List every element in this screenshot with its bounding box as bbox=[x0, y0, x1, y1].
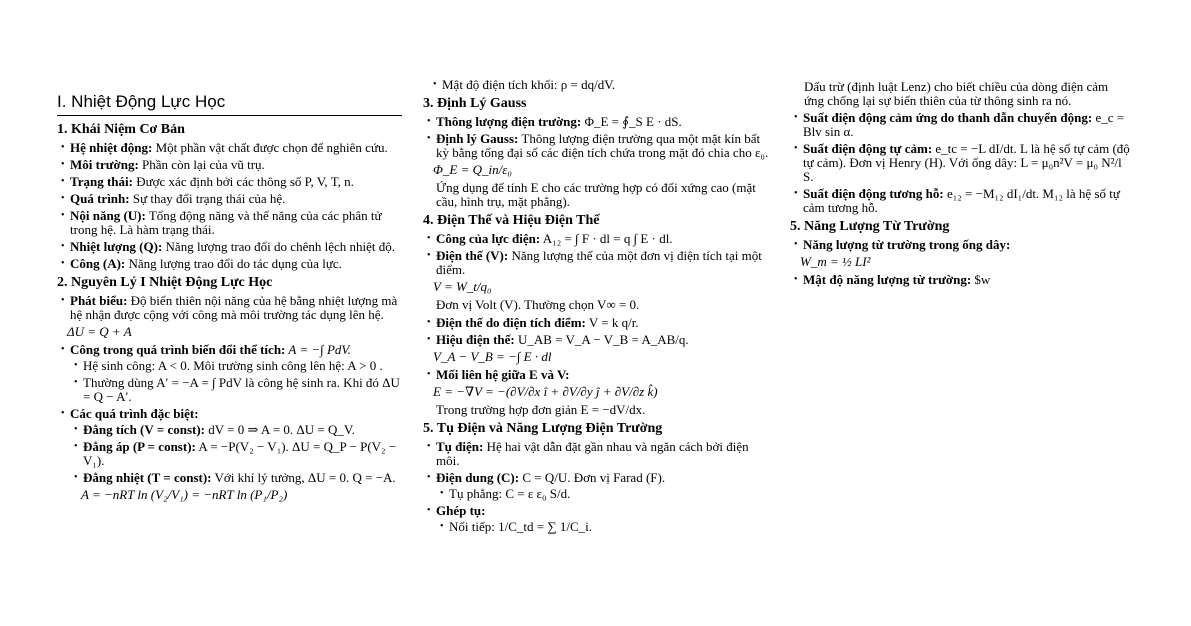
item-term: Công (A): bbox=[70, 256, 126, 271]
item-text: $w bbox=[971, 272, 991, 287]
equation-gauss: Φ_E = Q_in/ε₀ bbox=[433, 162, 512, 177]
magnetic-energy-list bbox=[790, 238, 1130, 252]
list-item bbox=[423, 232, 773, 246]
potential-list bbox=[423, 232, 773, 277]
item-term: Đẳng áp (P = const): bbox=[83, 439, 196, 454]
item-text: Năng lượng thế của một đơn vị điện tích tại một điểm. bbox=[436, 248, 762, 277]
list-item bbox=[57, 141, 402, 155]
list-item bbox=[423, 316, 773, 330]
equation-isothermal: A = −nRT ln (V₂/V₁) = −nRT ln (P₁/P₂) bbox=[81, 487, 288, 502]
item-text: Thông lượng điện trường qua một mặt kín bất kỳ bằng tổng đại số các điện tích chứa trong mặt đó chia cho ε₀. bbox=[436, 131, 769, 160]
equation-potential: V = W_t/q₀ bbox=[433, 279, 492, 294]
item-text: Φ_E = ∮_S E · dS. bbox=[581, 114, 682, 129]
list-item bbox=[423, 504, 773, 534]
item-term: Công của lực điện: bbox=[436, 231, 541, 246]
item-term: Điện thế (V): bbox=[436, 248, 509, 263]
column-3 bbox=[790, 78, 1130, 290]
potential-list-2 bbox=[423, 316, 773, 347]
list-item bbox=[423, 471, 773, 501]
item-term: Các quá trình đặc biệt: bbox=[70, 406, 199, 421]
subsection-title-potential: 4. Điện Thế và Hiệu Điện Thế bbox=[423, 213, 600, 228]
item-text: V = k q/r. bbox=[585, 315, 639, 330]
list-item bbox=[423, 132, 773, 160]
item-text: A₁₂ = ∫ F · dl = q ∫ E · dl. bbox=[540, 231, 673, 246]
item-term: Đẳng nhiệt (T = const): bbox=[83, 470, 212, 485]
list-item bbox=[57, 209, 402, 237]
item-term: Mật độ năng lượng từ trường: bbox=[803, 272, 972, 287]
item-text: Một phần vật chất được chọn để nghiên cứu. bbox=[152, 140, 388, 155]
column-1 bbox=[57, 78, 402, 506]
list-item bbox=[70, 423, 402, 437]
item-text: Tổng động năng và thế năng của các phân tử trong hệ. Là hàm trạng thái. bbox=[70, 208, 382, 237]
item-term: Ghép tụ: bbox=[436, 503, 486, 518]
list-item bbox=[423, 115, 773, 129]
item-term: Nhiệt lượng (Q): bbox=[70, 239, 163, 254]
item-term: Điện dung (C): bbox=[436, 470, 520, 485]
combination-sublist bbox=[436, 520, 773, 534]
item-term: Công trong quá trình biến đổi thể tích: bbox=[70, 342, 286, 357]
list-item bbox=[790, 187, 1130, 215]
equation-gradient: E = −∇V = −(∂V/∂x î + ∂V/∂y ĵ + ∂V/∂z k̂) bbox=[433, 384, 658, 399]
gauss-list bbox=[423, 115, 773, 160]
item-text: Hệ hai vật dẫn đặt gần nhau và ngăn cách bởi điện môi. bbox=[436, 439, 749, 468]
item-text: Năng lượng trao đổi do chênh lệch nhiệt độ. bbox=[162, 239, 395, 254]
subsection-title-magnetic-energy: 5. Năng Lượng Từ Trường bbox=[790, 219, 950, 234]
basic-concepts-list bbox=[57, 141, 402, 271]
list-item bbox=[70, 471, 402, 485]
item-term: Đẳng tích (V = const): bbox=[83, 422, 205, 437]
item-text: Với khí lý tưởng, ΔU = 0. Q = −A. bbox=[211, 470, 396, 485]
list-item bbox=[57, 240, 402, 254]
section-title-thermo: I. Nhiệt Động Lực Học bbox=[57, 92, 402, 116]
item-text: Năng lượng trao đổi do tác dụng của lực. bbox=[125, 256, 342, 271]
item-term: Suất điện động tương hỗ: bbox=[803, 186, 944, 201]
item-term: Suất điện động cảm ứng do thanh dẫn chuyển động: bbox=[803, 110, 1093, 125]
work-sublist bbox=[70, 359, 402, 404]
list-item bbox=[423, 249, 773, 277]
item-text: Phần còn lại của vũ trụ. bbox=[138, 157, 265, 172]
first-law-list bbox=[57, 294, 402, 322]
capacitor-sublist bbox=[436, 487, 773, 501]
work-list bbox=[57, 343, 402, 485]
item-text: e_c = Blv sin α. bbox=[803, 110, 1125, 139]
lenz-note: Dấu trừ (định luật Lenz) cho biết chiều của dòng điện cảm ứng chống lại sự biến thiên của từ thông sinh ra nó. bbox=[804, 79, 1109, 108]
list-item bbox=[57, 158, 402, 172]
item-term: Suất điện động tự cảm: bbox=[803, 141, 933, 156]
list-item: • Mật độ điện tích khối: ρ = dq/dV. bbox=[429, 78, 773, 92]
special-process-list bbox=[70, 423, 402, 485]
list-item bbox=[790, 273, 1130, 287]
item-term: Nội năng (U): bbox=[70, 208, 146, 223]
emf-list bbox=[790, 111, 1130, 215]
list-item bbox=[57, 192, 402, 206]
list-item bbox=[790, 238, 1130, 252]
subsection-title-basic: 1. Khái Niệm Cơ Bản bbox=[57, 122, 185, 137]
item-term: Định lý Gauss: bbox=[436, 131, 519, 146]
list-item bbox=[57, 257, 402, 271]
item-text: C = Q/U. Đơn vị Farad (F). bbox=[519, 470, 666, 485]
relation-list bbox=[423, 368, 773, 382]
item-term: Môi trường: bbox=[70, 157, 139, 172]
item-term: Phát biểu: bbox=[70, 293, 128, 308]
item-term: Tụ điện: bbox=[436, 439, 484, 454]
list-item bbox=[423, 368, 773, 382]
equation-magnetic-energy: W_m = ½ LI² bbox=[800, 254, 871, 269]
list-item bbox=[70, 440, 402, 468]
item-term: Thông lượng điện trường: bbox=[436, 114, 582, 129]
item-text: e₁₂ = −M₁₂ dI₁/dt. M₁₂ là hệ số tự cảm tương hỗ. bbox=[803, 186, 1120, 215]
item-term: Quá trình: bbox=[70, 191, 130, 206]
item-text: Sự thay đổi trạng thái của hệ. bbox=[129, 191, 286, 206]
list-item bbox=[790, 111, 1130, 139]
charge-density-list bbox=[423, 78, 773, 92]
list-item bbox=[423, 333, 773, 347]
list-item bbox=[57, 294, 402, 322]
equation-potential-difference: V_A − V_B = −∫ E · dl bbox=[433, 349, 552, 364]
list-item bbox=[423, 440, 773, 468]
volt-unit-note: Đơn vị Volt (V). Thường chọn V∞ = 0. bbox=[436, 297, 640, 312]
capacitor-list bbox=[423, 440, 773, 534]
item-text: A = −∫ PdV. bbox=[285, 342, 351, 357]
magnetic-density-list bbox=[790, 273, 1130, 287]
column-2 bbox=[423, 78, 773, 537]
subsection-title-first-law: 2. Nguyên Lý I Nhiệt Động Lực Học bbox=[57, 275, 273, 290]
item-text: e_tc = −L dI/dt. L là hệ số tự cảm (độ tự cảm). Đơn vị Henry (H). Với ống dây: L = μ₀n²V = μ₀ N²/l S. bbox=[803, 141, 1130, 184]
item-term: Hiệu điện thế: bbox=[436, 332, 515, 347]
item-term: Điện thế do điện tích điểm: bbox=[436, 315, 586, 330]
item-term: Năng lượng từ trường trong ống dây: bbox=[803, 237, 1011, 252]
list-item: • Hệ sinh công: A < 0. Môi trường sinh công lên hệ: A > 0 . bbox=[70, 359, 402, 373]
equation-first-law: ΔU = Q + A bbox=[67, 324, 132, 339]
item-text: Được xác định bởi các thông số P, V, T, n. bbox=[132, 174, 354, 189]
list-item: • Tụ phẳng: C = ε ε₀ S/d. bbox=[436, 487, 773, 501]
list-item bbox=[790, 142, 1130, 184]
list-item: • Nối tiếp: 1/C_td = ∑ 1/C_i. bbox=[436, 520, 773, 534]
item-text: U_AB = V_A − V_B = A_AB/q. bbox=[514, 332, 689, 347]
item-term: Trạng thái: bbox=[70, 174, 133, 189]
item-text: A = −P(V₂ − V₁). ΔU = Q_P − P(V₂ − V₁). bbox=[83, 439, 397, 468]
list-item bbox=[57, 407, 402, 485]
subsection-title-gauss: 3. Định Lý Gauss bbox=[423, 96, 527, 111]
simple-case-note: Trong trường hợp đơn giản E = −dV/dx. bbox=[436, 402, 646, 417]
gauss-application-note: Ứng dụng để tính E cho các trường hợp có đối xứng cao (mặt cầu, hình trụ, mặt phẳng). bbox=[436, 180, 756, 209]
list-item bbox=[57, 343, 402, 404]
item-text: Độ biến thiên nội năng của hệ bằng nhiệt lượng mà hệ nhận được cộng với công mà môi trường tác dụng lên hệ. bbox=[70, 293, 398, 322]
list-item bbox=[57, 175, 402, 189]
item-term: Hệ nhiệt động: bbox=[70, 140, 153, 155]
subsection-title-capacitor: 5. Tụ Điện và Năng Lượng Điện Trường bbox=[423, 421, 663, 436]
item-text: dV = 0 ⇒ A = 0. ΔU = Q_V. bbox=[205, 422, 355, 437]
item-term: Mối liên hệ giữa E và V: bbox=[436, 367, 570, 382]
list-item: • Thường dùng A′ = −A = ∫ PdV là công hệ sinh ra. Khi đó ΔU = Q − A′. bbox=[70, 376, 402, 404]
